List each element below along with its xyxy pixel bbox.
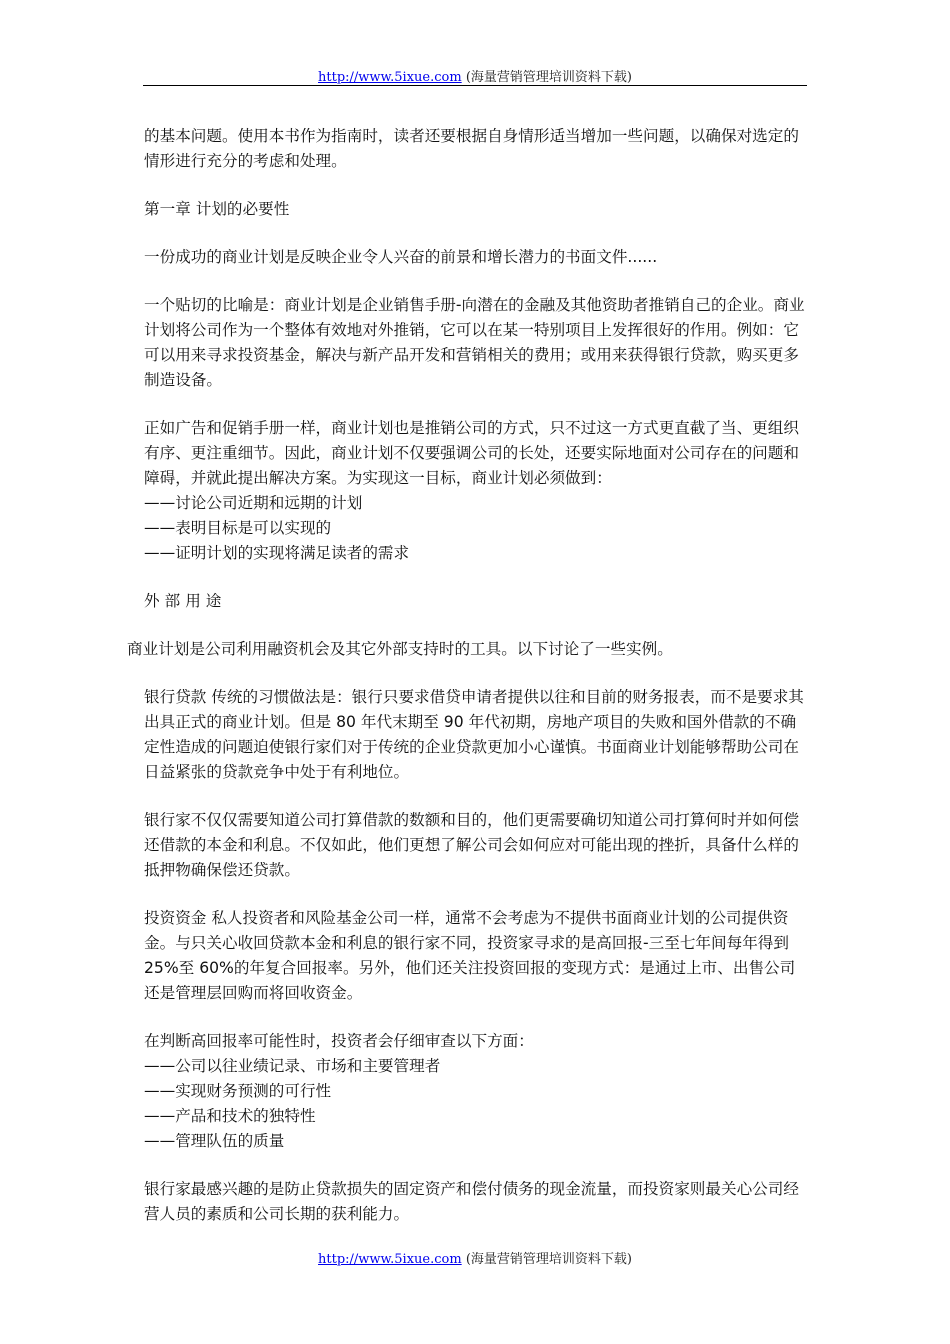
list-item: ——讨论公司近期和远期的计划 (144, 494, 363, 512)
paragraph-7: 银行家不仅仅需要知道公司打算借款的数额和目的，他们更需要确切知道公司打算何时并如何偿还借款的本金和利息。不仅如此，他们更想了解公司会如何应对可能出现的挫折，具备什么样的抵押物确保偿还贷款。 (144, 811, 799, 879)
paragraph-2: 一份成功的商业计划是反映企业令人兴奋的前景和增长潜力的书面文件...... (144, 248, 658, 266)
chapter-title: 第一章 计划的必要性 (144, 200, 290, 218)
page-header (0, 66, 950, 85)
page-footer (0, 1248, 950, 1267)
paragraph-9: 在判断高回报率可能性时，投资者会仔细审查以下方面： (144, 1032, 534, 1050)
list-item: ——证明计划的实现将满足读者的需求 (144, 544, 410, 562)
paragraph-4: 正如广告和促销手册一样，商业计划也是推销公司的方式，只不过这一方式更直截了当、更组织有序、更注重细节。因此，商业计划不仅要强调公司的长处，还要实际地面对公司存在的问题和障碍，并就此提出解决方案。为实现这一目标，商业计划必须做到： (144, 419, 799, 487)
paragraph-10: 银行家最感兴趣的是防止贷款损失的固定资产和偿付债务的现金流量，而投资家则最关心公司经营人员的素质和公司长期的获利能力。 (144, 1180, 799, 1223)
footer-note: (海量营销管理培训资料下载) (465, 1252, 632, 1267)
list-item: ——实现财务预测的可行性 (144, 1082, 332, 1100)
paragraph-5: 商业计划是公司利用融资机会及其它外部支持时的工具。以下讨论了一些实例。 (127, 640, 673, 658)
section-title: 外部用途 (144, 592, 227, 610)
header-note: (海量营销管理培训资料下载) (465, 70, 632, 85)
paragraph-3: 一个贴切的比喻是：商业计划是企业销售手册-向潜在的金融及其他资助者推销自己的企业。商业计划将公司作为一个整体有效地对外推销，它可以在某一特别项目上发挥很好的作用。例如：它可以用来寻求投资基金，解决与新产品开发和营销相关的费用；或用来获得银行贷款，购买更多制造设备。 (144, 296, 805, 389)
paragraph-1: 的基本问题。使用本书作为指南时，读者还要根据自身情形适当增加一些问题，以确保对选定的情形进行充分的考虑和处理。 (144, 127, 799, 170)
document-body (127, 124, 808, 1227)
list-item: ——管理队伍的质量 (144, 1132, 285, 1150)
footer-url-link[interactable]: http://www.5ixue.com (318, 1252, 462, 1267)
header-rule (143, 85, 807, 86)
list-item: ——公司以往业绩记录、市场和主要管理者 (144, 1057, 441, 1075)
paragraph-6: 银行贷款 传统的习惯做法是：银行只要求借贷申请者提供以往和目前的财务报表，而不是要求其出具正式的商业计划。但是 80 年代末期至 90 年代初期，房地产项目的失败和国外借款的不确定性造成的问题迫使银行家们对于传统的企业贷款更加小心谨慎。书面商业计划能够帮助公司在日益紧张的贷款竞争中处于有利地位。 (144, 688, 804, 781)
list-item: ——产品和技术的独特性 (144, 1107, 316, 1125)
paragraph-8: 投资资金 私人投资者和风险基金公司一样，通常不会考虑为不提供书面商业计划的公司提供资金。与只关心收回贷款本金和利息的银行家不同，投资家寻求的是高回报-三至七年间每年得到 25%至 60%的年复合回报率。另外，他们还关注投资回报的变现方式：是通过上市、出售公司还是管理层回购而将回收资金。 (144, 909, 796, 1002)
header-url-link[interactable]: http://www.5ixue.com (318, 70, 462, 85)
list-item: ——表明目标是可以实现的 (144, 519, 332, 537)
